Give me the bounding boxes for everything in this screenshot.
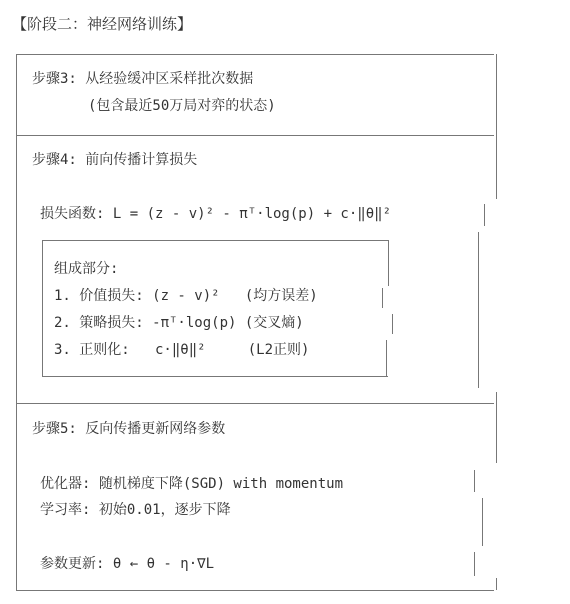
right-border-step4-mid (484, 204, 485, 226)
separator-step4-step5 (16, 403, 494, 404)
step3-subtitle: (包含最近50万局对弈的状态) (88, 98, 276, 114)
right-border-step5-top (496, 403, 497, 463)
right-border-step5-bottom (496, 578, 497, 590)
right-border-step5-low (474, 552, 475, 576)
right-border-step5-lr (482, 498, 483, 546)
step3-title: 步骤3: 从经验缓冲区采样批次数据 (32, 71, 254, 87)
loss-function: 损失函数: L = (z - v)² - πᵀ·log(p) + c·‖θ‖² (40, 206, 392, 222)
component-value-loss: 1. 价值损失: (z - v)² (均方误差) (54, 288, 318, 304)
right-border-step4-low (478, 232, 479, 388)
components-box-top (42, 240, 388, 241)
right-border-step5-mid (474, 470, 475, 492)
top-border (16, 54, 494, 55)
components-box-right-top (388, 240, 389, 286)
step4-title: 步骤4: 前向传播计算损失 (32, 152, 198, 168)
step5-title: 步骤5: 反向传播更新网络参数 (32, 421, 226, 437)
optimizer: 优化器: 随机梯度下降(SGD) with momentum (40, 476, 344, 492)
components-box-right-a (382, 288, 383, 308)
separator-step3-step4 (16, 135, 494, 136)
components-box-bottom (42, 376, 388, 377)
components-heading: 组成部分: (54, 261, 119, 277)
update-rule: 参数更新: θ ← θ - η·∇L (40, 556, 215, 572)
stage-title: 【阶段二：神经网络训练】 (12, 15, 193, 33)
component-regularization: 3. 正则化: c·‖θ‖² (L2正则) (54, 342, 310, 358)
bottom-border (16, 590, 494, 591)
right-border-step3 (496, 54, 497, 135)
components-box-right-c (386, 340, 387, 376)
components-box-right-b (392, 314, 393, 334)
right-border-step4-top (496, 135, 497, 199)
left-border (16, 54, 17, 590)
learning-rate: 学习率: 初始0.01，逐步下降 (40, 502, 231, 518)
right-border-step4-join (496, 392, 497, 403)
components-box-left (42, 240, 43, 376)
component-policy-loss: 2. 策略损失: -πᵀ·log(p) (交叉熵) (54, 315, 304, 331)
